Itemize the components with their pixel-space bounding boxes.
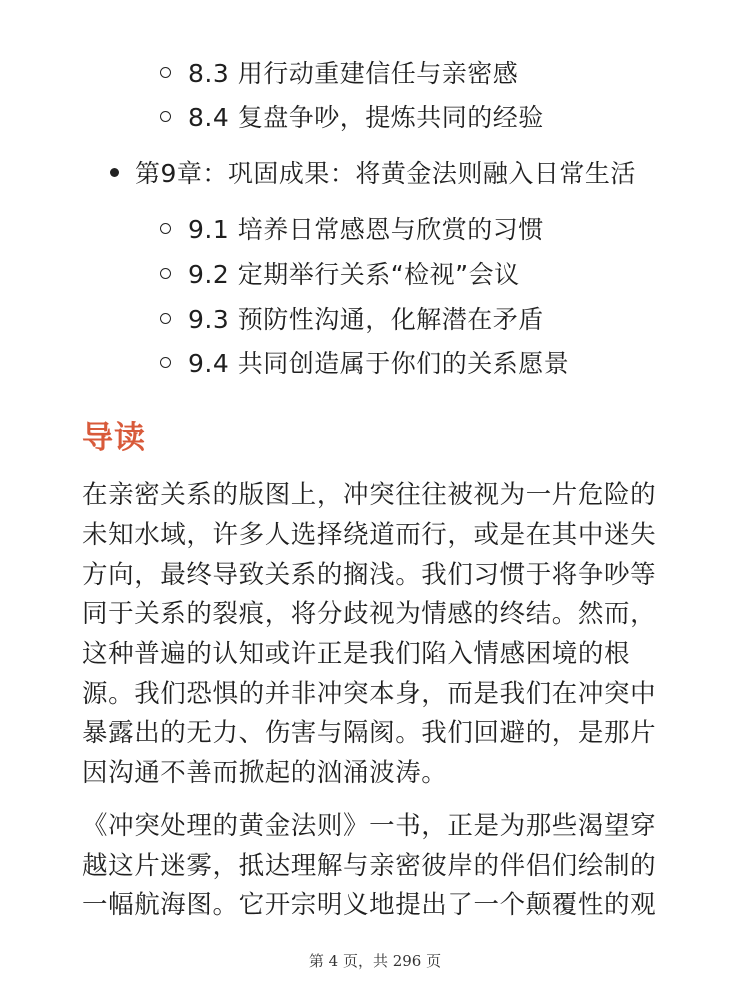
toc-item-9-1[interactable] <box>160 208 544 248</box>
circle-bullet-icon <box>160 313 171 324</box>
toc-chapter-label: 第9章：巩固成果：将黄金法则融入日常生活 <box>135 159 636 188</box>
paragraph-line: 未知水域，许多人选择绕道而行，或是在其中迷失 <box>82 520 657 550</box>
toc-item-9-2[interactable] <box>160 253 520 293</box>
section-heading: 导读 <box>82 420 146 456</box>
page-indicator: 第 4 页，共 296 页 <box>308 952 442 970</box>
paragraph-line: 这种普遍的认知或许正是我们陷入情感困境的根 <box>82 639 631 669</box>
circle-bullet-icon <box>160 357 171 368</box>
toc-item-8-4[interactable] <box>160 96 544 136</box>
paragraph-line: 在亲密关系的版图上，冲突往往被视为一片危险的 <box>82 480 657 510</box>
toc-item-label: 8.3 用行动重建信任与亲密感 <box>188 59 519 88</box>
disc-bullet-icon <box>110 168 119 177</box>
paragraph-line: 越这片迷雾，抵达理解与亲密彼岸的伴侣们绘制的 <box>82 851 657 881</box>
toc-item-label: 8.4 复盘争吵，提炼共同的经验 <box>188 103 544 132</box>
toc-chapter-9[interactable] <box>110 152 636 192</box>
paragraph-line: 同于关系的裂痕，将分歧视为情感的终结。然而， <box>82 599 657 629</box>
toc-item-label: 9.3 预防性沟通，化解潜在矛盾 <box>188 305 544 334</box>
circle-bullet-icon <box>160 268 171 279</box>
toc-item-9-3[interactable] <box>160 298 544 338</box>
toc-item-9-4[interactable] <box>160 342 569 382</box>
paragraph-line: 源。我们恐惧的并非冲突本身，而是我们在冲突中 <box>82 679 657 709</box>
circle-bullet-icon <box>160 111 171 122</box>
toc-item-8-3[interactable] <box>160 52 518 92</box>
paragraph-line: 因沟通不善而掀起的汹涌波涛。 <box>82 758 448 788</box>
circle-bullet-icon <box>160 67 171 78</box>
paragraph-line: 《冲突处理的黄金法则》一书，正是为那些渴望穿 <box>82 811 657 841</box>
circle-bullet-icon <box>160 223 171 234</box>
paragraph-line: 方向，最终导致关系的搁浅。我们习惯于将争吵等 <box>82 560 657 590</box>
paragraph-line: 暴露出的无力、伤害与隔阂。我们回避的，是那片 <box>82 718 657 748</box>
toc-item-label: 9.4 共同创造属于你们的关系愿景 <box>188 349 570 378</box>
toc-item-label: 9.1 培养日常感恩与欣赏的习惯 <box>188 215 544 244</box>
paragraph-line: 一幅航海图。它开宗明义地提出了一个颠覆性的观 <box>82 890 657 920</box>
toc-item-label: 9.2 定期举行关系“检视”会议 <box>188 260 520 289</box>
